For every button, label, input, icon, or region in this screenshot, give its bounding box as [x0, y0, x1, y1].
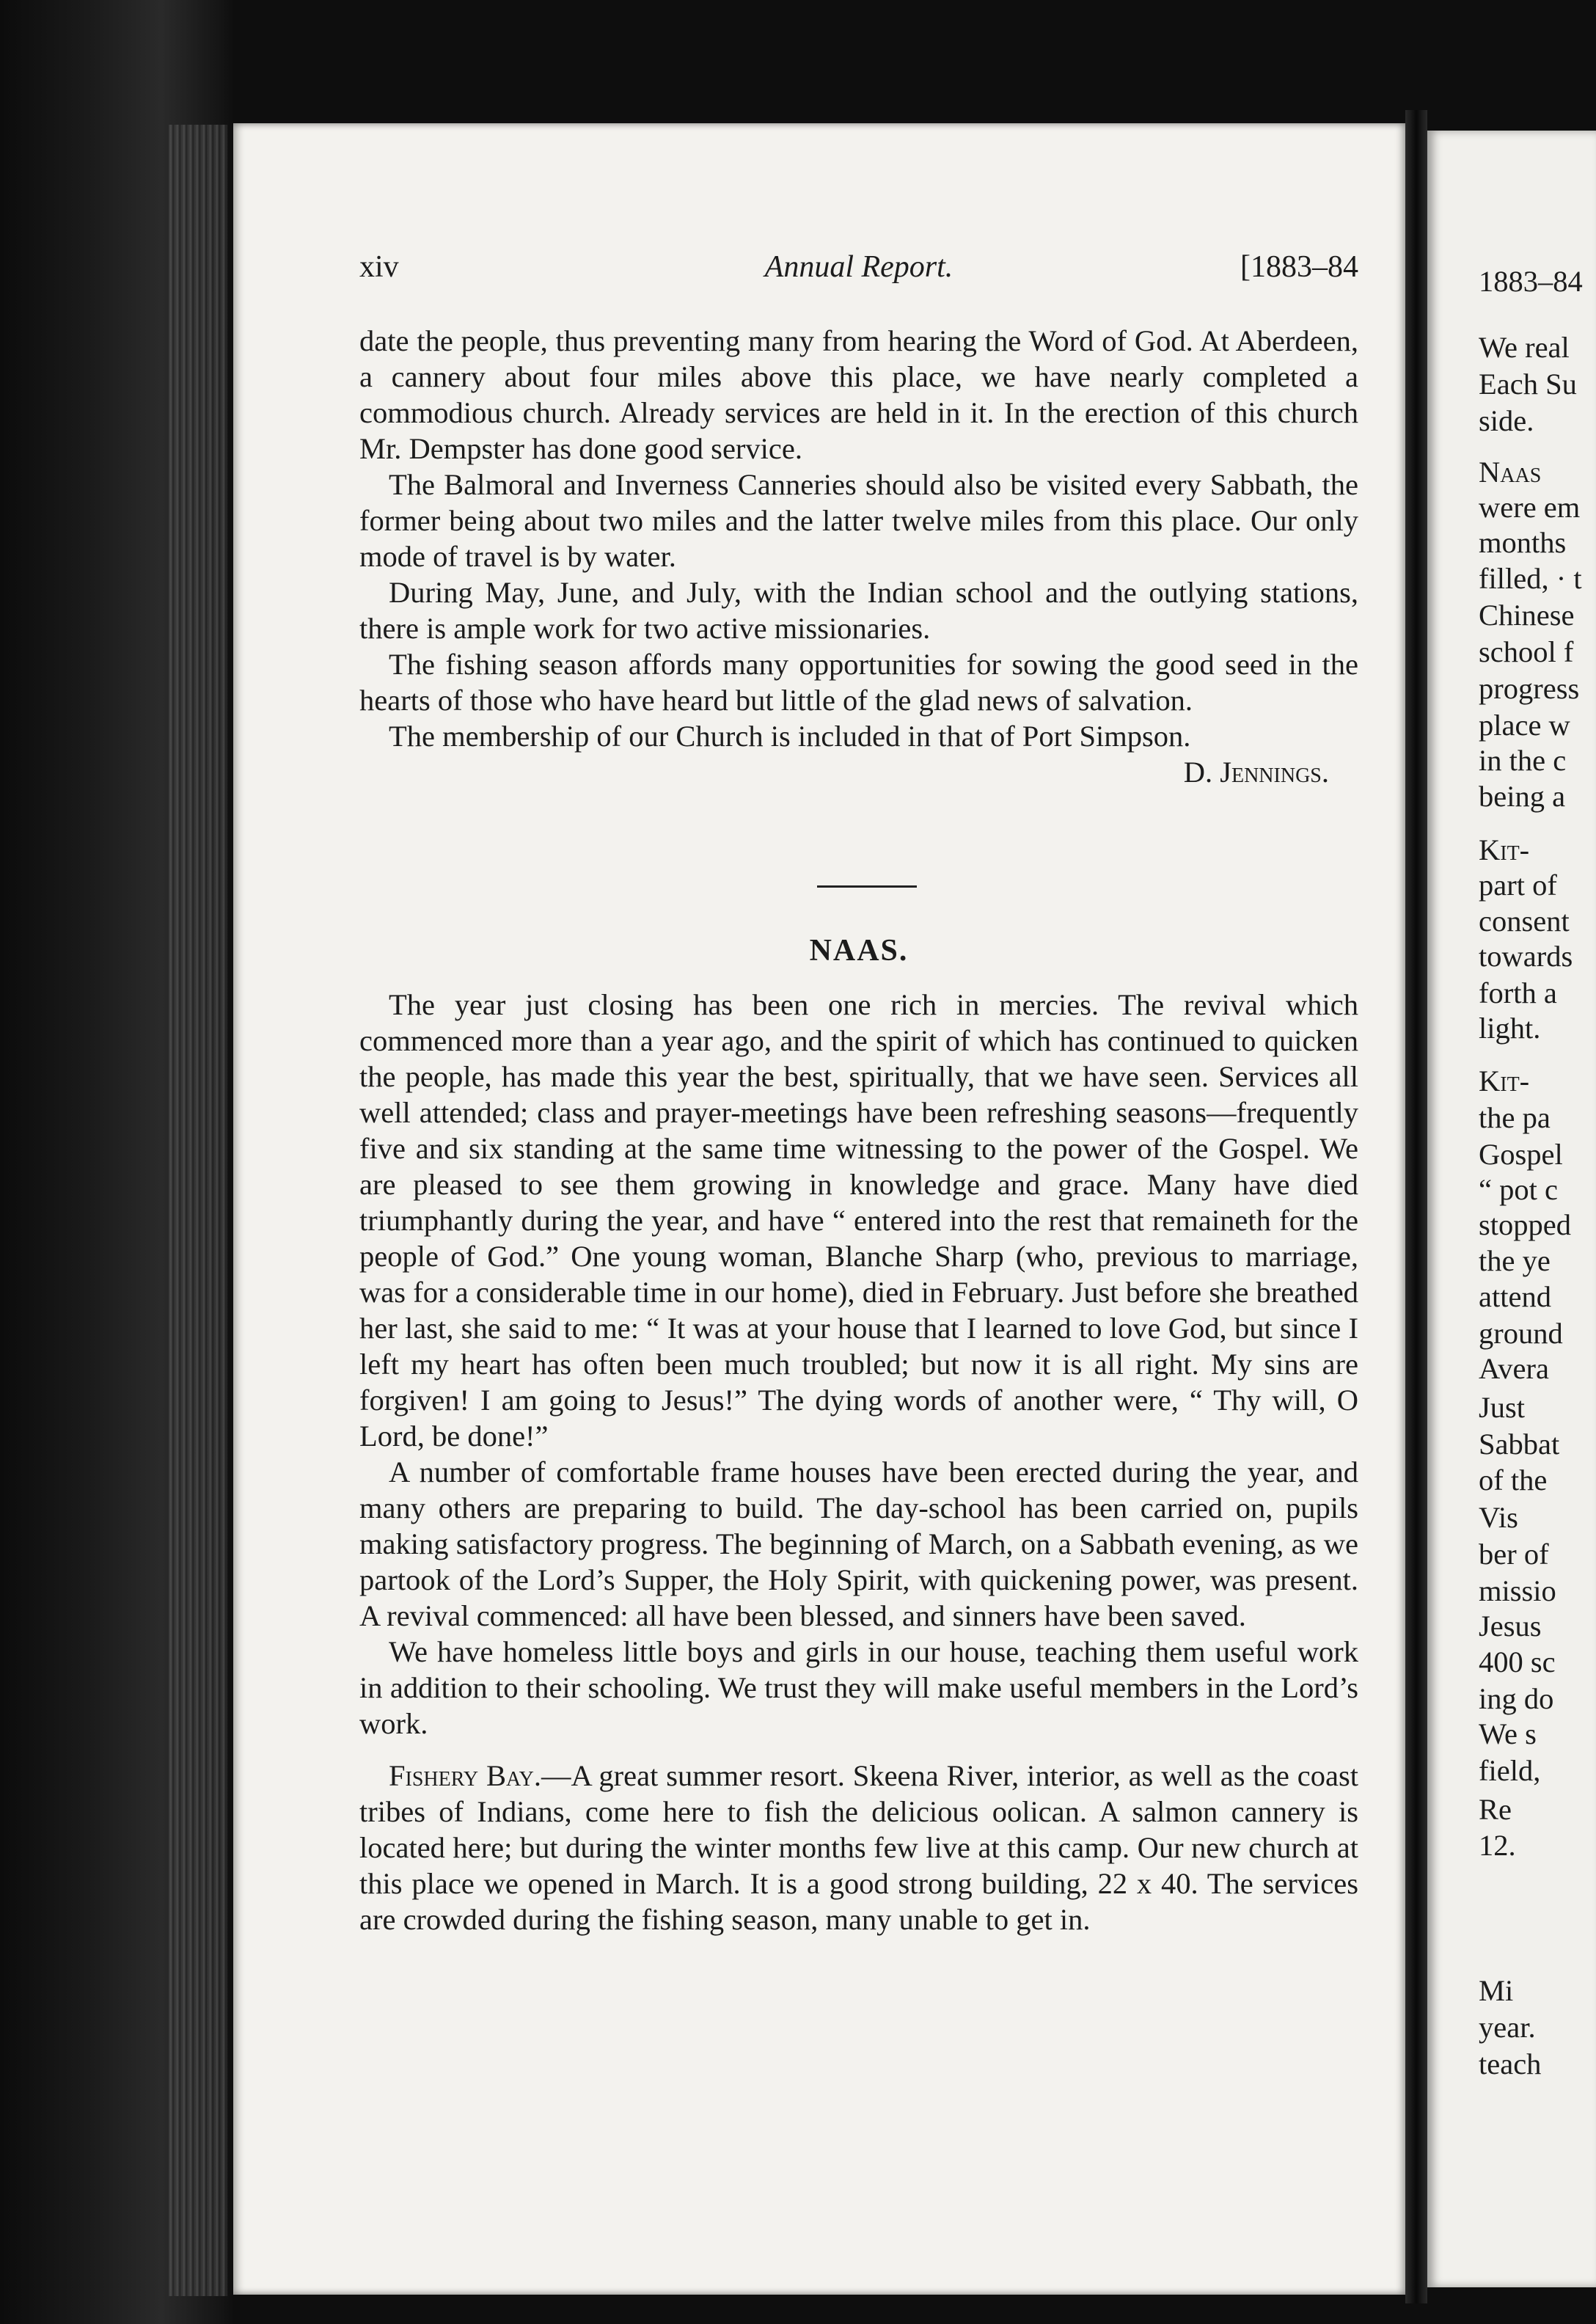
next-page-line: Each Su: [1479, 368, 1577, 401]
next-page-line: 400 sc: [1479, 1645, 1556, 1678]
next-page-line: stopped: [1479, 1208, 1571, 1241]
next-page-line: 1883–84: [1479, 265, 1583, 298]
next-page-line: year.: [1479, 2011, 1536, 2044]
running-title: Annual Report.: [764, 250, 953, 284]
next-page-line: progress: [1479, 672, 1580, 705]
section-heading: NAAS.: [809, 934, 909, 968]
paragraph: The Balmoral and Inverness Canneries should also be visited every Sabbath, the former being about two miles and the latter twelve miles from this place. Our only mode of travel is by water.: [359, 468, 1358, 573]
next-page-line: Chinese: [1479, 599, 1575, 632]
next-page-line: light.: [1479, 1012, 1541, 1045]
section-naas: [359, 987, 1358, 1937]
next-page-line: Mi: [1479, 1974, 1514, 2007]
next-page-line: towards: [1479, 940, 1573, 973]
next-page-line: ground: [1479, 1317, 1563, 1350]
next-page-line: were em: [1479, 491, 1581, 524]
next-page-line: We s: [1479, 1717, 1537, 1750]
next-page-line: filled, · t: [1479, 562, 1582, 595]
paragraph: date the people, thus preventing many from hearing the Word of God. At Aberdeen, a cannery about four miles above this place, we have nearly completed a commodious church. Already services are held in it. In the erection of this church Mr. Dempster has done good service.: [359, 324, 1358, 465]
next-page-line: We real: [1479, 331, 1570, 364]
fishery-bay-text: —A great summer resort. Skeena River, interior, as well as the coast tribes of Indians, come here to fish the delicious oolican. A salmon cannery is located here; but during the winter months few live at this camp. Our new church at this place we opened in March. It is a good strong building, 22 x 40. The services are crowded during the fishing season, many unable to get in.: [359, 1759, 1359, 1936]
next-page-line: Jesus: [1479, 1609, 1542, 1642]
running-header: [359, 249, 1358, 293]
next-page-line: the pa: [1479, 1101, 1551, 1134]
next-page-line: Re: [1479, 1793, 1512, 1826]
next-page-line: attend: [1479, 1280, 1551, 1313]
next-page-line: Kit-: [1479, 1064, 1530, 1097]
next-page-line: forth a: [1479, 976, 1557, 1009]
paragraph: A number of comfortable frame houses have been erected during the year, and many others are preparing to build. The day-school has been carried on, pupils making satisfactory progress. The beginning of March, on a Sabbath evening, as we partook of the Lord’s Supper, the Holy Spirit, with quickening power, was present. A revival commenced: all have been blessed, and sinners have been saved.: [359, 1455, 1358, 1632]
section-divider: [817, 885, 917, 888]
signature: D. Jennings.: [1183, 756, 1329, 789]
section-port-essington: [359, 323, 1358, 790]
running-year: [1883–84: [1240, 250, 1358, 284]
next-page-line: the ye: [1479, 1244, 1551, 1277]
next-page-line: “ pot c: [1479, 1173, 1558, 1206]
paragraph: We have homeless little boys and girls in our house, teaching them useful work in addition to their schooling. We trust they will make useful members in the Lord’s work.: [359, 1635, 1358, 1740]
next-page-line: in the c: [1479, 744, 1567, 777]
next-page-line: 12.: [1479, 1829, 1516, 1862]
page-number: xiv: [359, 250, 399, 284]
paragraph: The year just closing has been one rich in mercies. The revival which commenced more than a year ago, and the spirit of which has continued to quicken the people, has made this year the best, spiritually, that we have seen. Services all well attended; class and prayer-meetings have been refreshing seasons—frequently five and six standing at the same time witnessing to the power of the Gospel. We are pleased to see them growing in knowledge and grace. Many have died triumphantly during the year, and have “ entered into the rest that remaineth for the people of God.” One young woman, Blanche Sharp (who, previous to marriage, was for a considerable time in our home), died in February. Just before she breathed her last, she said to me: “ It was at your house that I learned to love God, but since I left my heart has often been much troubled; but now it is all right. My sins are forgiven! I am going to Jesus!” The dying words of another were, “ Thy will, O Lord, be done!”: [359, 988, 1358, 1452]
next-page-line: of the: [1479, 1464, 1548, 1497]
next-page-line: being a: [1479, 780, 1566, 813]
next-page-line: place w: [1479, 709, 1570, 742]
next-page-line: teach: [1479, 2047, 1542, 2080]
paragraph: The fishing season affords many opportunities for sowing the good seed in the hearts of those who have heard but little of the glad news of salvation.: [359, 648, 1358, 717]
next-page-line: Kit-: [1479, 833, 1530, 866]
next-page-line: months: [1479, 526, 1567, 559]
next-page-line: ing do: [1479, 1682, 1554, 1715]
next-page-line: part of: [1479, 869, 1557, 902]
paragraph: During May, June, and July, with the Indian school and the outlying stations, there is ample work for two active missionaries.: [359, 576, 1358, 645]
next-page-line: side.: [1479, 404, 1534, 437]
fishery-bay-lead: Fishery Bay.: [389, 1759, 541, 1792]
next-page-line: ber of: [1479, 1538, 1549, 1571]
next-page-line: Vis: [1479, 1501, 1518, 1534]
next-page-line: school f: [1479, 635, 1574, 668]
next-page-line: Sabbat: [1479, 1428, 1560, 1461]
book-spine-edge: [169, 125, 227, 2296]
next-page-line: missio: [1479, 1574, 1556, 1607]
next-page-line: Gospel: [1479, 1138, 1563, 1171]
paragraph-fishery-bay: [359, 1758, 1358, 1937]
book-gutter: [1405, 110, 1427, 2303]
next-page-line: Naas: [1479, 456, 1542, 489]
paragraph: The membership of our Church is included in that of Port Simpson.: [389, 720, 1191, 753]
next-page-line: field,: [1479, 1754, 1541, 1787]
next-page-line: consent: [1479, 905, 1570, 938]
next-page-line: Just: [1479, 1391, 1526, 1424]
next-page-line: Avera: [1479, 1352, 1549, 1385]
